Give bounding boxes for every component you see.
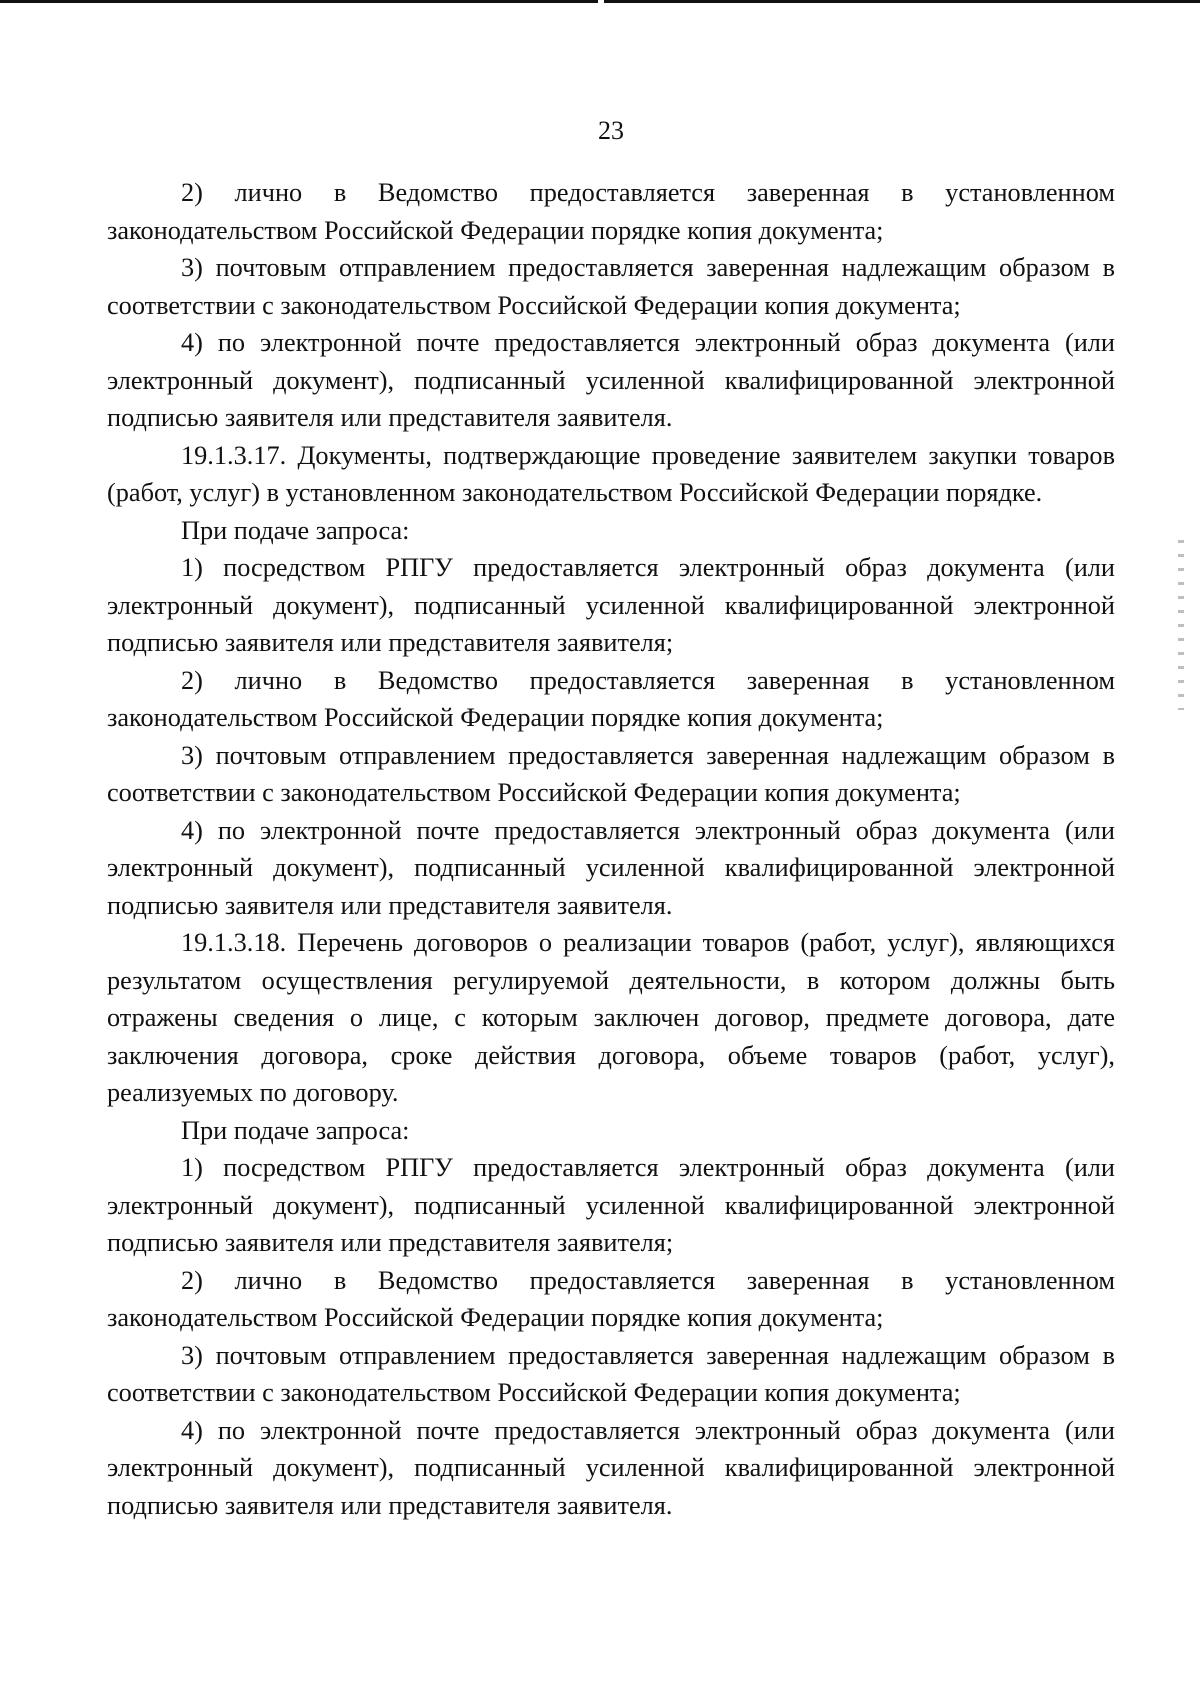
paragraph-item-1-rpgu: 1) посредством РПГУ предоставляется электронный образ документа (или электронный документ), подписанный усиленной квалифицированной электронной подписью заявителя или представителя заявителя; xyxy=(107,553,1115,657)
paragraph-request-intro: При подаче запроса: xyxy=(181,1115,410,1145)
section-heading-19-1-3-18: 19.1.3.18. Перечень договоров о реализации товаров (работ, услуг), являющихся результатом осуществления регулируемой деятельности, в котором должны быть отражены сведения о лице, с которым заключен договор, предмете договора, дате заключения договора, сроке действия договора, объеме товаров (работ, услуг), реализуемых по договору. xyxy=(107,928,1115,1107)
paragraph-item-2-personal: 2) лично в Ведомство предоставляется заверенная в установленном законодательством Российской Федерации порядке копия документа; xyxy=(107,665,1115,732)
paragraph-item-2-personal: 2) лично в Ведомство предоставляется заверенная в установленном законодательством Российской Федерации порядке копия документа; xyxy=(107,1265,1115,1332)
top-border-left xyxy=(0,0,598,3)
page-number: 23 xyxy=(598,116,624,145)
paragraph-item-1-rpgu: 1) посредством РПГУ предоставляется электронный образ документа (или электронный документ), подписанный усиленной квалифицированной электронной подписью заявителя или представителя заявителя; xyxy=(107,1153,1115,1257)
paragraph-item-4-email: 4) по электронной почте предоставляется электронный образ документа (или электронный документ), подписанный усиленной квалифицированной электронной подписью заявителя или представителя заявителя. xyxy=(107,1415,1115,1520)
paragraph-item-4-email: 4) по электронной почте предоставляется электронный образ документа (или электронный документ), подписанный усиленной квалифицированной электронной подписью заявителя или представителя заявителя. xyxy=(107,328,1115,432)
paragraph-item-4-email: 4) по электронной почте предоставляется электронный образ документа (или электронный документ), подписанный усиленной квалифицированной электронной подписью заявителя или представителя заявителя. xyxy=(107,815,1115,920)
section-heading-19-1-3-17: 19.1.3.17. Документы, подтверждающие проведение заявителем закупки товаров (работ, услуг) в установленном законодательством Российской Федерации порядке. xyxy=(107,440,1115,507)
document-body xyxy=(107,174,1115,1524)
paragraph-item-3-postal: 3) почтовым отправлением предоставляется заверенная надлежащим образом в соответствии с законодательством Российской Федерации копия документа; xyxy=(107,1340,1115,1407)
paragraph-request-intro: При подаче запроса: xyxy=(181,515,410,545)
top-border-right xyxy=(604,0,1200,3)
paragraph-item-3-postal: 3) почтовым отправлением предоставляется заверенная надлежащим образом в соответствии с законодательством Российской Федерации копия документа; xyxy=(107,253,1115,320)
scan-margin-marks xyxy=(1178,540,1184,710)
paragraph-item-2-personal: 2) лично в Ведомство предоставляется заверенная в установленном законодательством Российской Федерации порядке копия документа; xyxy=(107,178,1115,245)
paragraph-item-3-postal: 3) почтовым отправлением предоставляется заверенная надлежащим образом в соответствии с законодательством Российской Федерации копия документа; xyxy=(107,740,1115,807)
